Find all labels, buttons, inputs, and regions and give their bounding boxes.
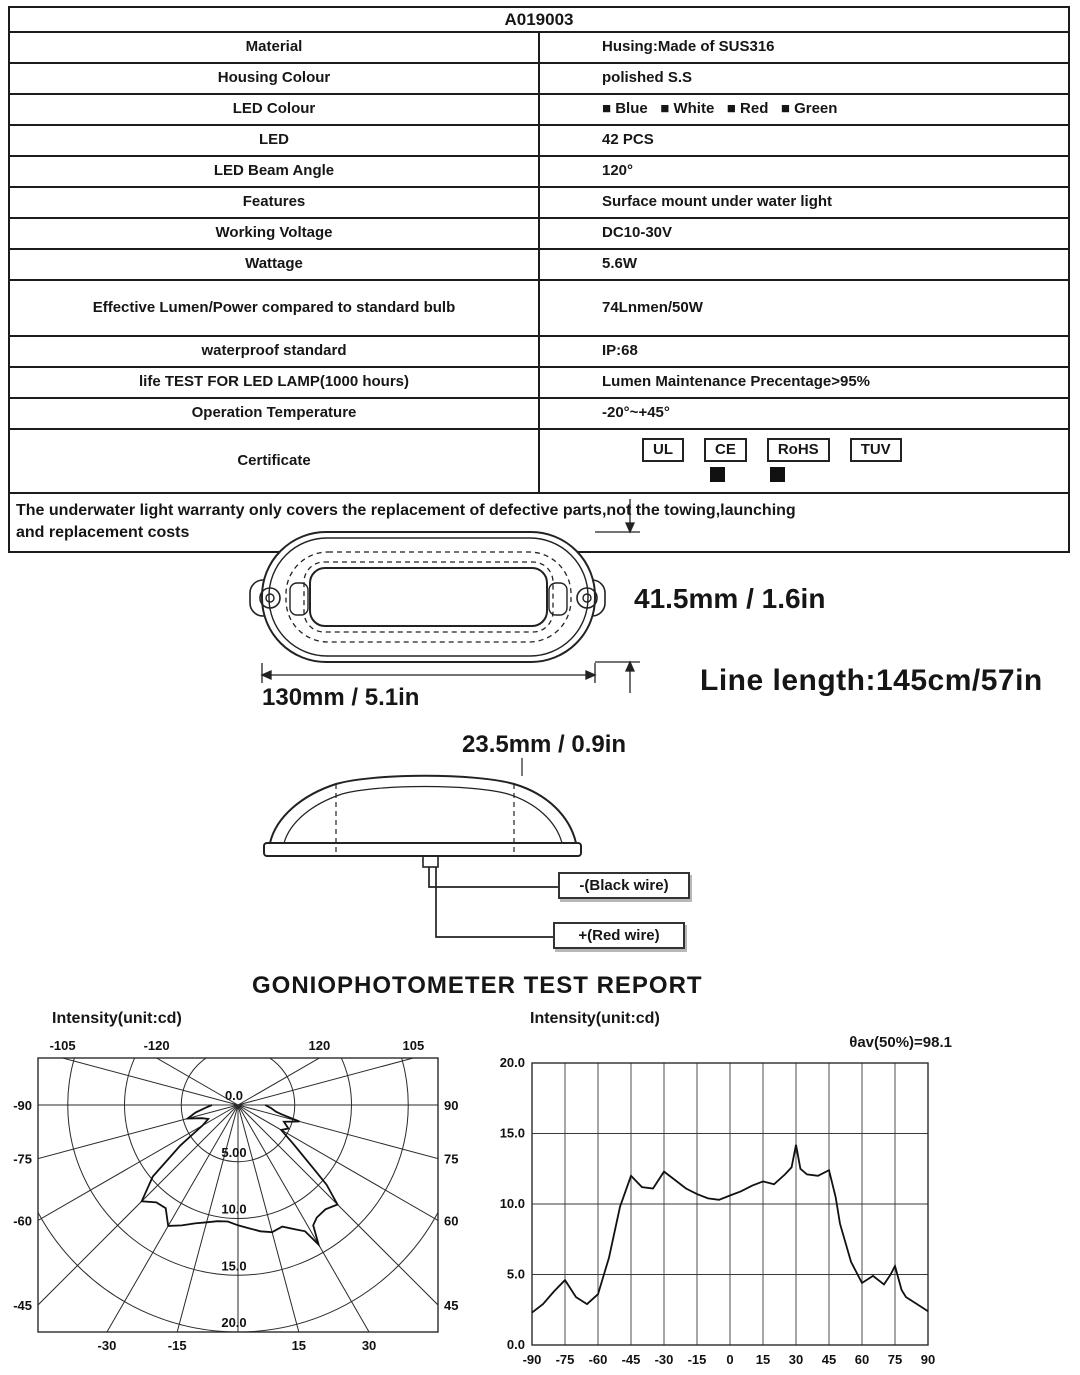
polar-angle-label: -90	[13, 1098, 32, 1113]
certificate-ce: CE	[704, 438, 747, 462]
x-tick-label: -15	[687, 1352, 707, 1367]
polar-angle-label: 60	[444, 1213, 459, 1229]
top-view-shapes	[250, 532, 605, 662]
angle-gridline	[238, 1005, 480, 1105]
y-tick-label: 15.0	[499, 1125, 525, 1141]
certificate-box-row	[642, 438, 902, 462]
spec-table	[8, 6, 1070, 553]
arrow-down-icon	[626, 523, 634, 532]
polar-radial-label: 15.0	[221, 1258, 247, 1274]
table-row	[9, 218, 1069, 249]
x-tick-label: 90	[920, 1352, 936, 1367]
table-row	[9, 94, 1069, 125]
x-tick-label: -60	[588, 1352, 608, 1367]
polar-angle-label: 120	[308, 1038, 331, 1053]
goniophotometer-line-chart	[490, 1030, 960, 1375]
polar-radial-label: 10.0	[221, 1201, 247, 1217]
polar-radial-label: 0.0	[224, 1088, 244, 1103]
polar-chart-title: Intensity(unit:cd)	[52, 1010, 182, 1027]
black-wire-line	[429, 867, 558, 887]
row-label: life TEST FOR LED LAMP(1000 hours)	[9, 367, 539, 398]
table-row	[9, 63, 1069, 94]
check-square-icon	[710, 467, 725, 482]
model-number: A019003	[9, 7, 1069, 32]
base-flange	[264, 843, 581, 856]
dome-outline	[270, 776, 576, 843]
warranty-line-2: and replacement costs	[16, 523, 190, 541]
angle-gridline	[0, 1105, 238, 1355]
row-value: -20°~+45°	[539, 398, 1069, 429]
angle-gridline	[238, 1105, 367, 1375]
polar-angle-label: -15	[167, 1338, 187, 1353]
x-tick-label: 0	[726, 1352, 734, 1367]
row-value: 120°	[539, 156, 1069, 187]
table-row	[9, 367, 1069, 398]
polar-angle-label: 45	[444, 1298, 459, 1313]
arrow-right-icon	[586, 671, 595, 679]
row-label: Housing Colour	[9, 63, 539, 94]
table-row	[9, 398, 1069, 429]
red-wire-line	[436, 867, 553, 937]
angle-gridline	[109, 1105, 238, 1375]
row-label: LED	[9, 125, 539, 156]
polar-radial-label: 5.00	[221, 1144, 247, 1160]
y-tick-label: 20.0	[499, 1055, 525, 1070]
theta-average-annotation: θav(50%)=98.1	[849, 1034, 952, 1051]
polar-angle-label: -60	[13, 1213, 32, 1229]
row-label: Material	[9, 32, 539, 63]
goniophotometer-polar-chart	[0, 1005, 480, 1375]
row-label: LED Beam Angle	[9, 156, 539, 187]
certificate-tuv: TUV	[850, 438, 902, 462]
polar-angle-label: -75	[13, 1151, 32, 1167]
polar-angle-label: -30	[97, 1338, 117, 1353]
table-row	[9, 187, 1069, 218]
arrow-up-icon	[626, 662, 634, 671]
line-length-label: Line length:145cm/57in	[700, 664, 1043, 697]
width-dimension-label: 130mm / 5.1in	[262, 684, 420, 711]
dome-inner-line	[284, 787, 562, 844]
black-wire-label: -(Black wire)	[558, 872, 690, 899]
led-colour-options: ■ Blue ■ White ■ Red ■ Green	[539, 94, 1069, 125]
depth-dimension-label: 23.5mm / 0.9in	[462, 731, 627, 758]
row-label: LED Colour	[9, 94, 539, 125]
polar-angle-label: -45	[13, 1298, 32, 1313]
polar-angle-label: 90	[444, 1098, 459, 1113]
angle-gridline	[0, 1005, 238, 1105]
polar-angle-label: 75	[444, 1151, 459, 1167]
row-value: polished S.S	[539, 63, 1069, 94]
wire-stub	[423, 856, 438, 867]
row-value: 74Lnmen/50W	[539, 280, 1069, 336]
row-value: DC10-30V	[539, 218, 1069, 249]
height-dimension-label: 41.5mm / 1.6in	[634, 583, 826, 614]
row-value: Surface mount under water light	[539, 187, 1069, 218]
x-tick-label: 75	[887, 1352, 903, 1367]
table-row	[9, 280, 1069, 336]
table-row	[9, 429, 1069, 493]
row-label: Working Voltage	[9, 218, 539, 249]
x-tick-label: -30	[654, 1352, 674, 1367]
certificate-ul: UL	[642, 438, 684, 462]
polar-angle-label: 105	[402, 1038, 425, 1053]
certificate-rohs: RoHS	[767, 438, 830, 462]
x-tick-label: -90	[522, 1352, 542, 1367]
polar-radial-label: 20.0	[221, 1315, 247, 1330]
angle-gridline	[238, 1005, 480, 1105]
row-value: 5.6W	[539, 249, 1069, 280]
table-row	[9, 156, 1069, 187]
x-tick-label: -45	[621, 1352, 641, 1367]
row-label: Wattage	[9, 249, 539, 280]
y-tick-label: 10.0	[499, 1196, 525, 1211]
table-row	[9, 249, 1069, 280]
x-tick-label: -75	[555, 1352, 575, 1367]
x-tick-label: 15	[755, 1352, 771, 1367]
row-value: Husing:Made of SUS316	[539, 32, 1069, 63]
warranty-line-1: The underwater light warranty only covers the replacement of defective parts,not the towing,launching	[16, 502, 796, 520]
row-label: Operation Temperature	[9, 398, 539, 429]
side-view-shapes	[264, 758, 581, 937]
row-label: waterproof standard	[9, 336, 539, 367]
polar-angle-label: -120	[143, 1038, 170, 1053]
arrow-left-icon	[262, 671, 271, 679]
row-label: Certificate	[9, 429, 539, 493]
table-row	[9, 32, 1069, 63]
x-tick-label: 45	[821, 1352, 837, 1367]
row-value: IP:68	[539, 336, 1069, 367]
polar-angle-label: -105	[49, 1038, 76, 1053]
certificate-marks	[642, 437, 942, 485]
x-tick-label: 60	[854, 1352, 870, 1367]
report-title: GONIOPHOTOMETER TEST REPORT	[252, 972, 703, 999]
x-tick-label: 30	[788, 1352, 804, 1367]
row-value: Lumen Maintenance Precentage>95%	[539, 367, 1069, 398]
polar-angle-label: 15	[291, 1338, 307, 1353]
angle-gridline	[0, 1005, 238, 1105]
y-tick-label: 5.0	[506, 1266, 525, 1282]
check-square-icon	[770, 467, 785, 482]
polar-angle-label: 30	[361, 1338, 377, 1353]
cartesian-grid	[532, 1063, 928, 1345]
red-wire-label: +(Red wire)	[553, 922, 685, 949]
cartesian-chart-title: Intensity(unit:cd)	[530, 1010, 660, 1027]
top-view-drawing	[240, 495, 660, 695]
y-tick-label: 0.0	[506, 1337, 525, 1352]
row-label: Effective Lumen/Power compared to standard bulb	[9, 280, 539, 336]
row-label: Features	[9, 187, 539, 218]
table-row	[9, 125, 1069, 156]
table-row	[9, 336, 1069, 367]
row-value: 42 PCS	[539, 125, 1069, 156]
